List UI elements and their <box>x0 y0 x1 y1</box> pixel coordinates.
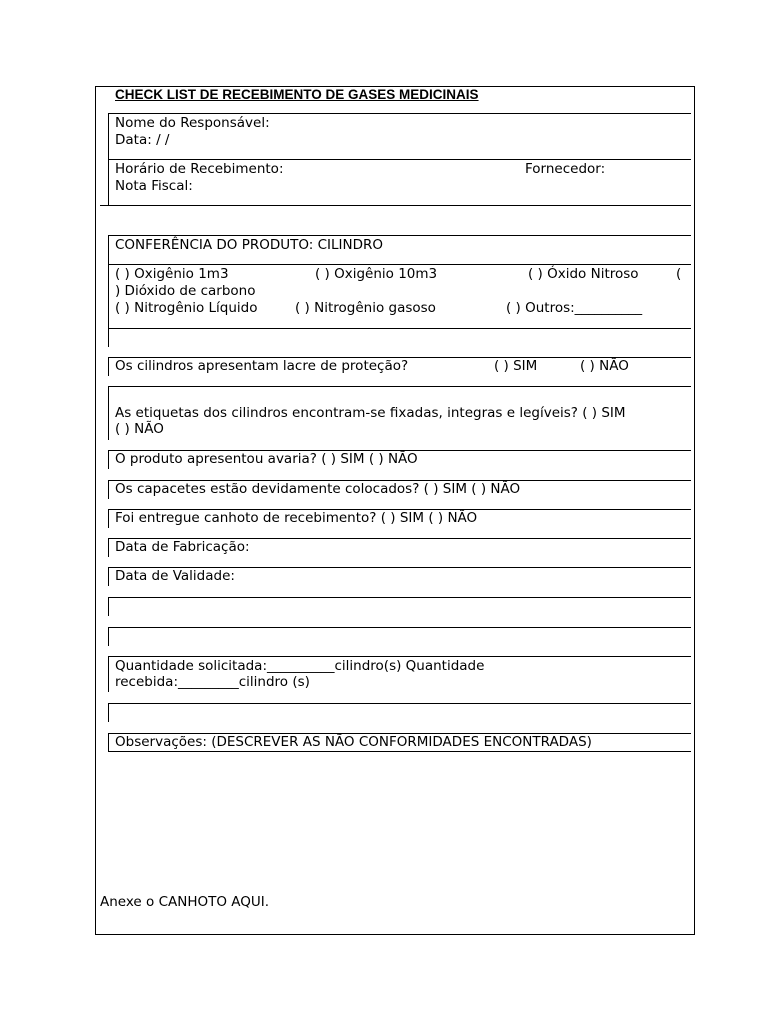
option-dioxido-carbono: ) Dióxido de carbono <box>115 283 256 299</box>
validade-row <box>108 567 691 586</box>
empty-row <box>108 328 691 347</box>
quantidade-row <box>108 656 691 692</box>
horario-recebimento-label: Horário de Recebimento: <box>115 161 284 177</box>
conferencia-heading: CONFERÊNCIA DO PRODUTO: CILINDRO <box>115 237 384 253</box>
recebimento-section <box>108 159 691 205</box>
data-fabricacao-label: Data de Fabricação: <box>115 539 250 555</box>
gases-section <box>108 264 691 328</box>
quantidade-solicitada: Quantidade solicitada:__________cilindro(s) Quantidade <box>115 658 485 674</box>
avaria-question-row <box>108 450 691 469</box>
capacetes-question-row <box>108 480 691 499</box>
canhoto-question-row <box>108 509 691 528</box>
observacoes-label: Observações: (DESCREVER AS NÃO CONFORMIDADES ENCONTRADAS) <box>115 734 592 750</box>
canhoto-question: Foi entregue canhoto de recebimento? ( ) SIM ( ) NÃO <box>115 510 478 526</box>
option-dioxido-paren: ( <box>676 266 682 282</box>
empty-row <box>108 703 691 722</box>
etiquetas-nao-option: ( ) NÃO <box>115 421 164 437</box>
section-divider <box>100 205 691 206</box>
etiquetas-question-row <box>108 386 691 440</box>
lacre-question: Os cilindros apresentam lacre de proteção? <box>115 358 409 374</box>
anexe-canhoto-label: Anexe o CANHOTO AQUI. <box>100 894 270 910</box>
etiquetas-question: As etiquetas dos cilindros encontram-se fixadas, integras e legíveis? ( ) SIM <box>115 405 626 421</box>
lacre-nao-option: ( ) NÃO <box>580 358 629 374</box>
empty-row <box>108 597 691 616</box>
conferencia-section <box>108 235 691 264</box>
empty-row <box>108 627 691 646</box>
lacre-question-row <box>108 357 691 376</box>
fornecedor-label: Fornecedor: <box>525 161 606 177</box>
responsavel-section <box>108 113 691 159</box>
lacre-sim-option: ( ) SIM <box>494 358 538 374</box>
avaria-question: O produto apresentou avaria? ( ) SIM ( ) NÃO <box>115 451 418 467</box>
fabricacao-row <box>108 538 691 557</box>
option-oxigenio-1m3: ( ) Oxigênio 1m3 <box>115 266 229 282</box>
capacetes-question: Os capacetes estão devidamente colocados? ( ) SIM ( ) NÃO <box>115 481 521 497</box>
nome-responsavel-label: Nome do Responsável: <box>115 115 270 131</box>
observacoes-row <box>108 733 691 752</box>
form-title: CHECK LIST DE RECEBIMENTO DE GASES MEDICINAIS <box>115 87 479 102</box>
option-oxido-nitroso: ( ) Óxido Nitroso <box>528 266 639 282</box>
nota-fiscal-label: Nota Fiscal: <box>115 178 193 194</box>
quantidade-recebida: recebida:_________cilindro (s) <box>115 674 310 690</box>
data-label: Data: / / <box>115 132 170 148</box>
option-nitrogenio-liquido: ( ) Nitrogênio Líquido <box>115 300 258 316</box>
option-oxigenio-10m3: ( ) Oxigênio 10m3 <box>315 266 438 282</box>
option-outros: ( ) Outros:__________ <box>506 300 643 316</box>
data-validade-label: Data de Validade: <box>115 568 235 584</box>
option-nitrogenio-gasoso: ( ) Nitrogênio gasoso <box>295 300 436 316</box>
